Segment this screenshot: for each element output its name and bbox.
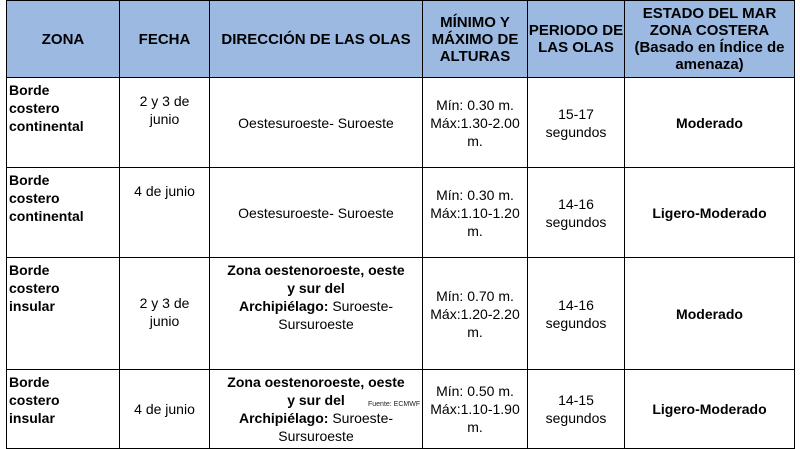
cell-zona: Borde costero insular [7, 370, 120, 449]
cell-direccion: Zona oestenoroeste, oeste y sur del Archipiélago: Suroeste- Sursuroeste [210, 258, 423, 370]
header-zona: ZONA [7, 1, 120, 78]
cell-direccion: Oestesuroeste- Suroeste [210, 78, 423, 168]
header-estado: ESTADO DEL MAR ZONA COSTERA (Basado en Índice de amenaza) [625, 1, 795, 78]
table-row [7, 258, 795, 370]
cell-periodo: 14-16 segundos [528, 258, 625, 370]
header-alturas: MÍNIMO Y MÁXIMO DE ALTURAS [423, 1, 528, 78]
cell-zona: Borde costero insular [7, 258, 120, 370]
cell-periodo: 14-15 segundos [528, 370, 625, 449]
cell-estado: Ligero-Moderado [625, 370, 795, 449]
cell-estado: Moderado [625, 78, 795, 168]
cell-direccion: Zona oestenoroeste, oeste y sur del Archipiélago: Suroeste- Sursuroeste [210, 370, 423, 449]
cell-alturas: Mín: 0.30 m. Máx:1.10-1.20 m. [423, 168, 528, 258]
cell-zona: Borde costero continental [7, 78, 120, 168]
cell-estado: Moderado [625, 258, 795, 370]
header-fecha: FECHA [120, 1, 210, 78]
cell-periodo: 15-17 segundos [528, 78, 625, 168]
cell-alturas: Mín: 0.30 m. Máx:1.30-2.00 m. [423, 78, 528, 168]
table-row [7, 168, 795, 258]
cell-periodo: 14-16 segundos [528, 168, 625, 258]
cell-estado: Ligero-Moderado [625, 168, 795, 258]
table-row [7, 370, 795, 449]
cell-zona: Borde costero continental [7, 168, 120, 258]
header-periodo: PERIODO DE LAS OLAS [528, 1, 625, 78]
cell-fecha: 2 y 3 de junio [120, 78, 210, 168]
wave-forecast-table [6, 0, 795, 449]
header-row [7, 1, 795, 78]
header-direccion: DIRECCIÓN DE LAS OLAS [210, 1, 423, 78]
cell-direccion: Oestesuroeste- Suroeste [210, 168, 423, 258]
cell-fecha: 4 de junio [120, 168, 210, 258]
source-caption: Fuente: ECMWF [368, 401, 421, 408]
table-row [7, 78, 795, 168]
cell-alturas: Mín: 0.50 m. Máx:1.10-1.90 m. [423, 370, 528, 449]
cell-fecha: 2 y 3 de junio [120, 258, 210, 370]
cell-fecha: 4 de junio [120, 370, 210, 449]
cell-alturas: Mín: 0.70 m. Máx:1.20-2.20 m. [423, 258, 528, 370]
